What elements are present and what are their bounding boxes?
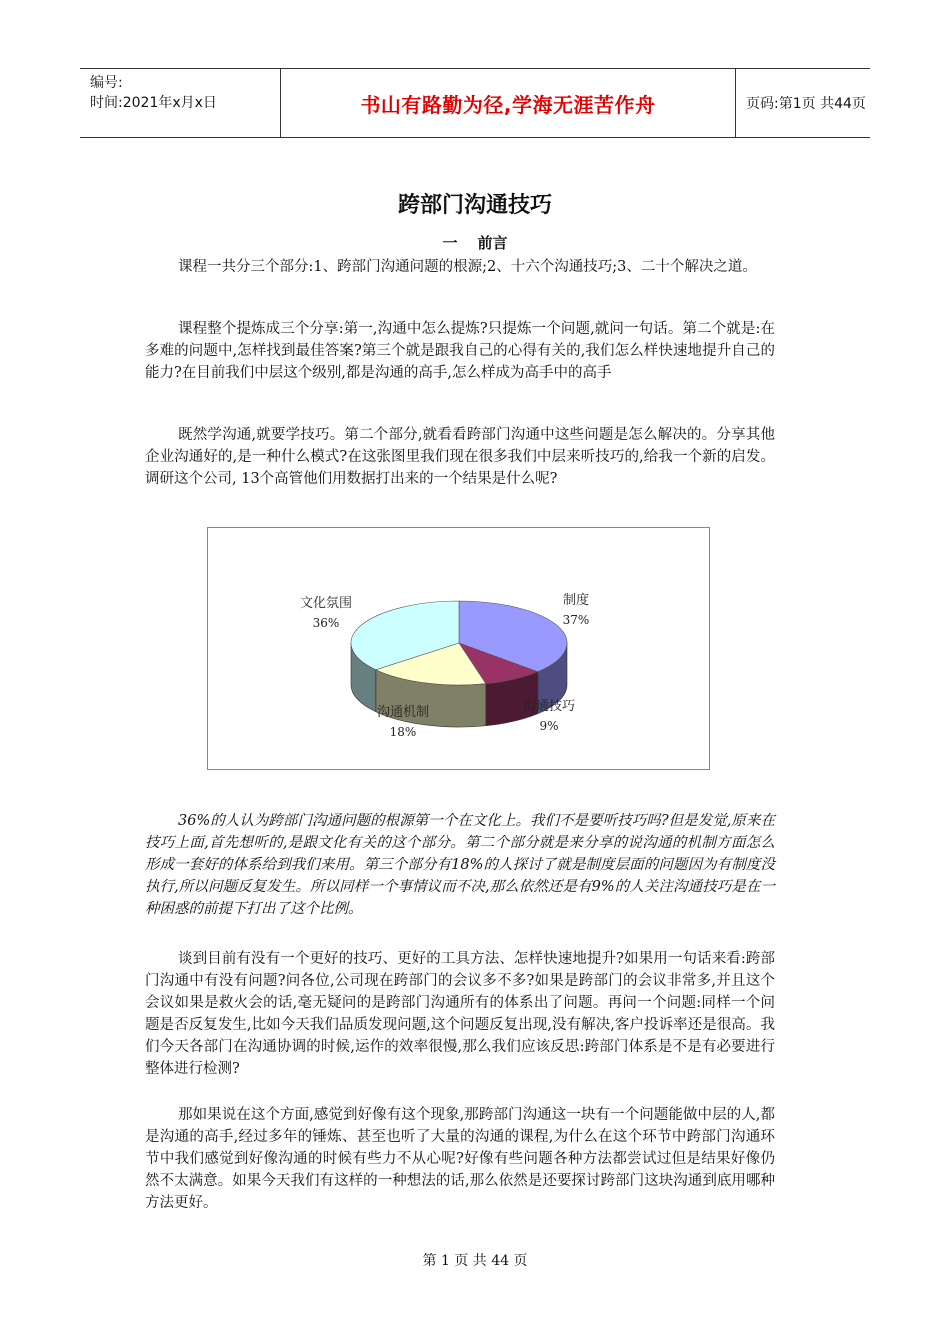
header-page-info: 页码:第1页 共44页	[746, 96, 866, 112]
page-footer: 第 1 页 共 44 页	[422, 1253, 528, 1269]
paragraph: 课程整个提炼成三个分享:第一,沟通中怎么提炼?只提炼一个问题,就问一句话。第二个就是:在多难的问题中,怎样找到最佳答案?第三个就是跟我自己的心得有关的,我们怎么样快速地提升自己的能力?在目前我们中层这个级别,都是沟通的高手,怎么样成为高手中的高手	[145, 321, 775, 381]
section-heading	[0, 232, 950, 253]
header-time: 时间:2021年x月x日	[90, 95, 217, 111]
header-number: 编号:	[90, 75, 123, 91]
pie-value-label-3: 36%	[312, 616, 340, 630]
paragraph: 36%的人认为跨部门沟通问题的根源第一个在文化上。我们不是要听技巧吗?但是发觉,原来在技巧上面,首先想听的,是跟文化有关的这个部分。第二个部分就是来分享的说沟通的机制方面怎么形成一套好的体系给到我们来用。第三个部分有18%的人探讨了就是制度层面的问题因为有制度没执行,所以问题反复发生。所以同样一个事情议而不决,那么依然还是有9%的人关注沟通技巧是在一种困惑的前提下打出了这个比例。	[145, 813, 775, 917]
paragraph: 谈到目前有没有一个更好的技巧、更好的工具方法、怎样快速地提升?如果用一句话来看:跨部门沟通中有没有问题?问各位,公司现在跨部门的会议多不多?如果是跨部门的会议非常多,并且这个会议如果是救火会的话,毫无疑问的是跨部门沟通所有的体系出了问题。再问一个问题:同样一个问题是否反复发生,比如今天我们品质发现问题,这个问题反复出现,没有解决,客户投诉率还是很高。我们今天各部门在沟通协调的时候,运作的效率很慢,那么我们应该反思:跨部门体系是不是有必要进行整体进行检测?	[145, 951, 775, 1077]
pie-label-3: 文化氛围	[299, 596, 353, 611]
pie-value-label-0: 37%	[562, 613, 590, 627]
pie-value-label-1: 9%	[539, 719, 559, 733]
pie-chart	[207, 527, 710, 770]
pie-value-label-2: 18%	[389, 725, 417, 739]
page-header	[80, 68, 870, 138]
pie-label-0: 制度	[562, 593, 590, 608]
header-motto: 书山有路勤为径,学海无涯苦作舟	[280, 69, 736, 137]
header-meta	[80, 69, 280, 137]
paragraph: 课程一共分三个部分:1、跨部门沟通问题的根源;2、十六个沟通技巧;3、二十个解决之道。	[178, 259, 757, 275]
paragraph: 既然学沟通,就要学技巧。第二个部分,就看看跨部门沟通中这些问题是怎么解决的。分享其他企业沟通好的,是一种什么模式?在这张图里我们现在很多我们中层来听技巧的,给我一个新的启发。调研这个公司, 13个高管他们用数据打出来的一个结果是什么呢?	[145, 427, 775, 487]
section-number: 一	[442, 234, 458, 252]
pie-label-1: 沟通技巧	[522, 699, 576, 714]
section-title: 前言	[477, 234, 508, 252]
pie-chart-canvas	[208, 528, 711, 771]
paragraph: 那如果说在这个方面,感觉到好像有这个现象,那跨部门沟通这一块有一个问题能做中层的人,都是沟通的高手,经过多年的锤炼、甚至也听了大量的沟通的课程,为什么在这个环节中跨部门沟通环节中我们感觉到好像沟通的时候有些力不从心呢?好像有些问题各种方法都尝试过但是结果好像仍然不太满意。如果今天我们有这样的一种想法的话,那么依然是还要探讨跨部门这块沟通到底用哪种方法更好。	[145, 1107, 775, 1211]
document-title: 跨部门沟通技巧	[397, 193, 552, 218]
pie-label-2: 沟通机制	[376, 705, 430, 720]
